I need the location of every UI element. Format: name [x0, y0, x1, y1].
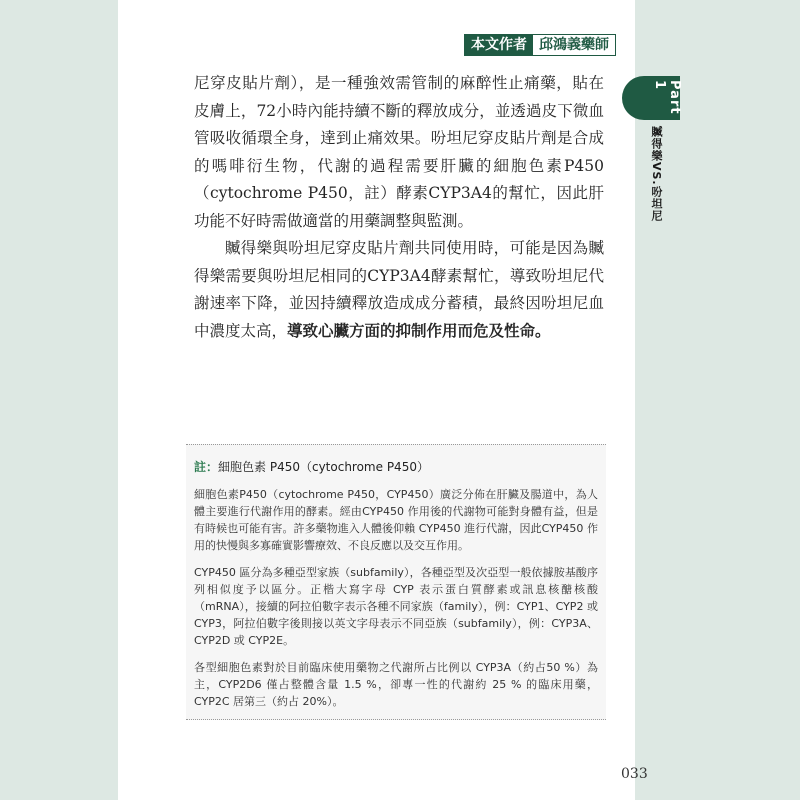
chapter-title: 贓得樂VS.吩坦尼: [650, 126, 663, 222]
part-tab: [622, 76, 680, 120]
body-paragraph-2-emphasis: 導致心臟方面的抑制作用而危及性命。: [287, 321, 551, 340]
body-paragraph-2: [194, 235, 604, 345]
part-label: Part 1: [652, 80, 682, 115]
side-strip: [635, 120, 680, 800]
note-title: [194, 459, 598, 476]
main-text: [194, 70, 604, 345]
author-name: 邱鴻義藥師: [533, 35, 615, 55]
note-marker: 註：: [194, 460, 219, 474]
note-paragraph-2: CYP450 區分為多種亞型家族（subfamily），各種亞型及次亞型一般依據胺基酸序列相似度予以區分。正楷大寫字母 CYP 表示蛋白質酵素或訊息核醣核酸（mRNA），接續的阿拉伯數字表示各種不同家族（family），例：CYP1、CYP2 或 CYP3，阿拉伯數字後則接以英文字母表示不同亞族（subfamily），例：CYP3A、CYP2D 或 CYP2E。: [194, 566, 598, 647]
note-paragraph-1: 細胞色素P450（cytochrome P450，CYP450）廣泛分佈在肝臟及腸道中，為人體主要進行代謝作用的酵素。經由CYP450 作用後的代謝物可能對身體有益，但是有時候也可能有害。許多藥物進入人體後仰賴 CYP450 進行代謝，因此CYP450 作用的快慢與多寡確實影響療效、不良反應以及交互作用。: [194, 488, 598, 552]
note-title-text: 細胞色素 P450（cytochrome P450）: [218, 460, 429, 474]
author-tag: 本文作者: [465, 35, 533, 55]
body-paragraph-2-text: 贓得樂與吩坦尼穿皮貼片劑共同使用時，可能是因為贓得樂需要與吩坦尼相同的CYP3A4酵素幫忙，導致吩坦尼代謝速率下降，並因持續釋放造成成分蓄積，最終因吩坦尼血中濃度太高，: [194, 239, 604, 340]
page-number: 033: [621, 766, 648, 782]
author-box: [464, 34, 616, 56]
body-paragraph-1: 尼穿皮貼片劑），是一種強效需管制的麻醉性止痛藥，貼在皮膚上，72小時內能持續不斷的釋放成分，並透過皮下微血管吸收循環全身，達到止痛效果。吩坦尼穿皮貼片劑是合成的嗎啡衍生物，代謝的過程需要肝臟的細胞色素P450（cytochrome P450，註）酵素CYP3A4的幫忙，因此肝功能不好時需做適當的用藥調整與監測。: [194, 74, 604, 230]
note-paragraph-3: 各型細胞色素對於目前臨床使用藥物之代謝所占比例以 CYP3A（約占50 %）為主，CYP2D6 僅占整體含量 1.5 %，卻專一性的代謝約 25 % 的臨床用藥，CYP2C 居第三（約占 20%）。: [194, 661, 598, 708]
note-box: [186, 444, 606, 720]
